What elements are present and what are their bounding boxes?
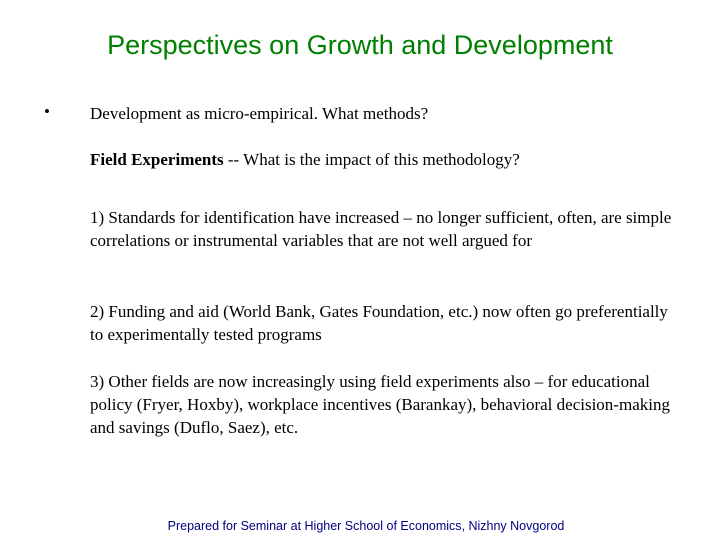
- bullet-marker: •: [44, 102, 50, 121]
- bullet-text: Development as micro-empirical. What methods?: [90, 104, 429, 123]
- subheading-bold: Field Experiments: [90, 150, 224, 169]
- subheading: [90, 148, 520, 171]
- point-2: 2) Funding and aid (World Bank, Gates Foundation, etc.) now often go preferentially to experimentally tested programs: [90, 302, 668, 344]
- slide-title: Perspectives on Growth and Development: [107, 30, 613, 60]
- point-3: 3) Other fields are now increasingly using field experiments also – for educational policy (Fryer, Hoxby), workplace incentives (Barankay), behavioral decision-making and savings (Duflo, Saez), etc.: [90, 372, 670, 437]
- footer-credit: Prepared for Seminar at Higher School of Economics, Nizhny Novgorod: [167, 519, 565, 533]
- subheading-rest: -- What is the impact of this methodology?: [223, 150, 520, 169]
- point-1: 1) Standards for identification have increased – no longer sufficient, often, are simple correlations or instrumental variables that are not well argued for: [90, 208, 672, 250]
